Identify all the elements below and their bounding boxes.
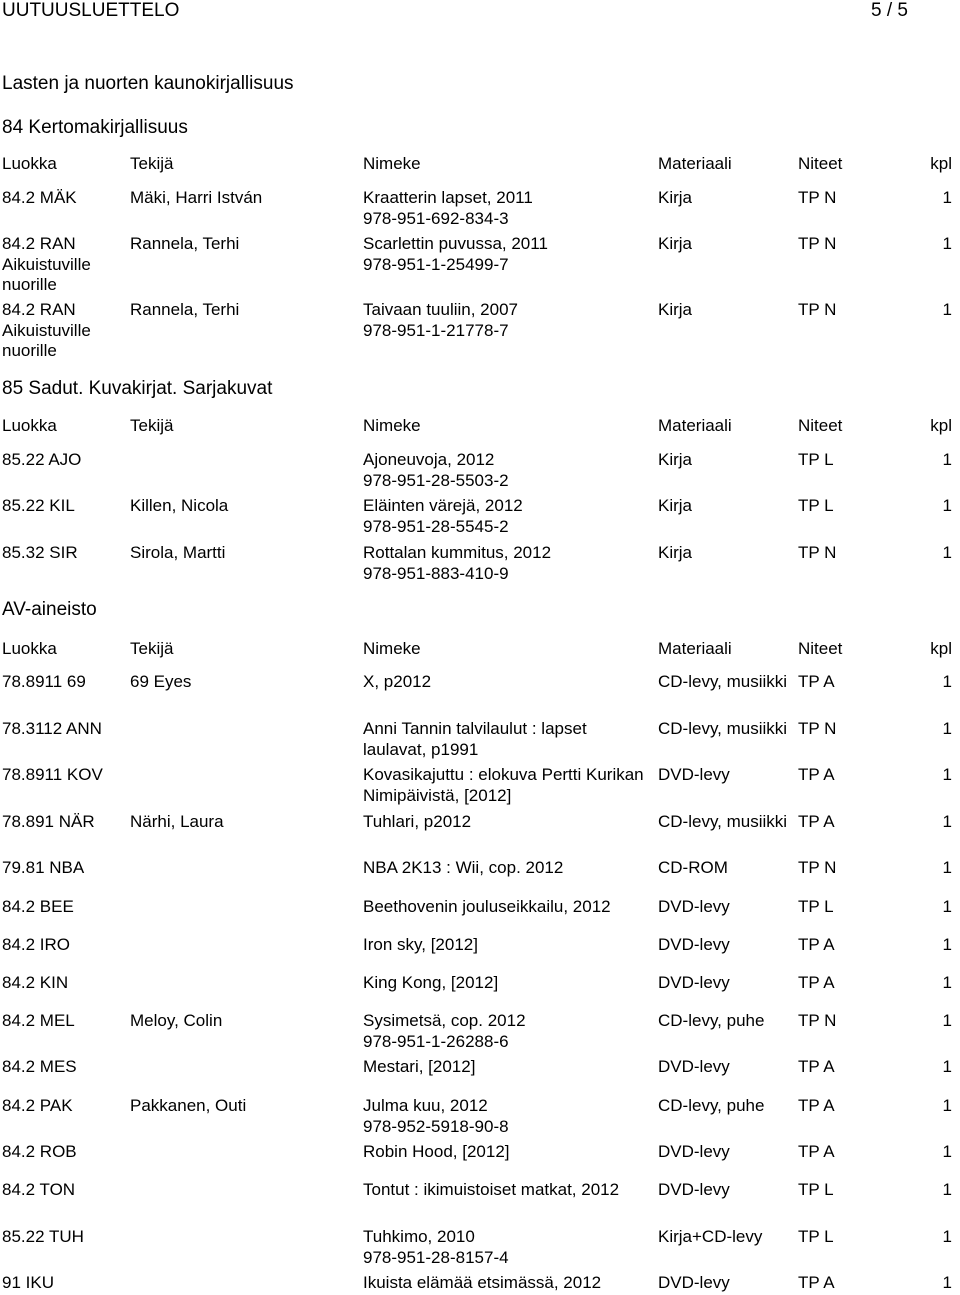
column-header-class: Luokka (2, 416, 57, 435)
material-cell: DVD-levy (658, 1180, 730, 1199)
author-cell: Rannela, Terhi (130, 300, 240, 319)
item-title: Tuhkimo, 2010 (363, 1227, 475, 1246)
title-cell (363, 543, 653, 584)
material-cell: CD-ROM (658, 858, 728, 877)
material-cell: Kirja+CD-levy (658, 1227, 763, 1246)
item-title: Robin Hood, [2012] (363, 1142, 510, 1161)
count-cell: 1 (942, 719, 952, 738)
column-header-count: kpl (930, 416, 952, 435)
item-title: Kovasikajuttu : elokuva Pertti Kurikan Nimipäivistä, [2012] (363, 765, 644, 805)
class-cell: 84.2 IRO (2, 935, 71, 954)
item-title: Scarlettin puvussa, 2011 (363, 234, 548, 253)
item-isbn: 978-951-1-21778-7 (363, 320, 509, 340)
title-cell (363, 719, 653, 760)
material-cell: DVD-levy (658, 973, 730, 992)
copies-type-cell: TP A (798, 935, 835, 954)
column-header-count: kpl (930, 154, 952, 173)
count-cell: 1 (942, 858, 952, 877)
copies-type-cell: TP A (798, 1273, 835, 1292)
copies-type-cell: TP N (798, 234, 837, 253)
item-title: Iron sky, [2012] (363, 935, 478, 954)
page-number: 5 / 5 (871, 0, 908, 21)
item-title: Julma kuu, 2012 (363, 1096, 488, 1115)
class-cell: 84.2 RAN Aikuistuville nuorille (2, 234, 91, 294)
item-isbn: 978-951-1-26288-6 (363, 1031, 509, 1051)
item-title: Kraatterin lapset, 2011 (363, 188, 533, 207)
item-isbn: 978-951-28-5503-2 (363, 470, 509, 490)
item-isbn: 978-951-883-410-9 (363, 563, 509, 583)
title-cell (363, 765, 653, 806)
count-cell: 1 (942, 672, 952, 691)
material-cell: CD-levy, musiikki (658, 812, 788, 831)
material-cell: CD-levy, puhe (658, 1096, 765, 1115)
item-title: Ajoneuvoja, 2012 (363, 450, 495, 469)
material-cell: Kirja (658, 496, 693, 515)
material-cell: DVD-levy (658, 1057, 730, 1076)
page-title: UUTUUSLUETTELO (2, 0, 180, 21)
title-cell (363, 812, 653, 833)
column-header-author: Tekijä (130, 639, 174, 658)
column-header-title: Nimeke (363, 416, 421, 435)
section-title: AV-aineisto (2, 599, 97, 620)
class-cell: 78.891 NÄR (2, 812, 95, 831)
material-cell: CD-levy, musiikki (658, 672, 788, 691)
class-cell: 84.2 KIN (2, 973, 69, 992)
copies-type-cell: TP A (798, 1057, 835, 1076)
count-cell: 1 (942, 1057, 952, 1076)
material-cell: DVD-levy (658, 935, 730, 954)
copies-type-cell: TP A (798, 1096, 835, 1115)
title-cell (363, 935, 653, 956)
item-isbn: 978-951-28-8157-4 (363, 1247, 509, 1267)
column-header-material: Materiaali (658, 639, 732, 658)
count-cell: 1 (942, 973, 952, 992)
column-header-copies-type: Niteet (798, 416, 843, 435)
column-header-material: Materiaali (658, 416, 732, 435)
material-cell: Kirja (658, 450, 693, 469)
copies-type-cell: TP N (798, 1011, 837, 1030)
title-cell (363, 1057, 653, 1078)
author-cell: Pakkanen, Outi (130, 1096, 247, 1115)
column-header-material: Materiaali (658, 154, 732, 173)
item-isbn: 978-952-5918-90-8 (363, 1116, 509, 1136)
class-cell: 78.8911 KOV (2, 765, 103, 784)
author-cell: Killen, Nicola (130, 496, 229, 515)
author-cell: 69 Eyes (130, 672, 192, 691)
title-cell (363, 1180, 653, 1201)
title-cell (363, 1096, 653, 1137)
count-cell: 1 (942, 1011, 952, 1030)
author-cell: Meloy, Colin (130, 1011, 223, 1030)
count-cell: 1 (942, 1227, 952, 1246)
author-cell: Närhi, Laura (130, 812, 224, 831)
copies-type-cell: TP N (798, 719, 837, 738)
column-header-author: Tekijä (130, 154, 174, 173)
copies-type-cell: TP A (798, 812, 835, 831)
material-cell: Kirja (658, 300, 693, 319)
material-cell: CD-levy, puhe (658, 1011, 765, 1030)
class-cell: 84.2 TON (2, 1180, 76, 1199)
item-title: Beethovenin jouluseikkailu, 2012 (363, 897, 611, 916)
class-cell: 84.2 RAN Aikuistuville nuorille (2, 300, 91, 360)
column-header-class: Luokka (2, 154, 57, 173)
item-title: NBA 2K13 : Wii, cop. 2012 (363, 858, 564, 877)
count-cell: 1 (942, 234, 952, 253)
column-header-copies-type: Niteet (798, 154, 843, 173)
title-cell (363, 897, 653, 918)
author-cell: Mäki, Harri István (130, 188, 263, 207)
column-header-title: Nimeke (363, 639, 421, 658)
material-cell: DVD-levy (658, 897, 730, 916)
class-cell: 78.3112 ANN (2, 719, 102, 738)
class-cell: 84.2 PAK (2, 1096, 73, 1115)
class-cell: 85.22 KIL (2, 496, 75, 515)
item-title: Mestari, [2012] (363, 1057, 476, 1076)
class-cell: 85.22 AJO (2, 450, 82, 469)
item-title: King Kong, [2012] (363, 973, 499, 992)
class-cell: 84.2 MES (2, 1057, 77, 1076)
copies-type-cell: TP L (798, 1180, 834, 1199)
material-cell: CD-levy, musiikki (658, 719, 788, 738)
title-cell (363, 188, 653, 229)
column-header-class: Luokka (2, 639, 57, 658)
title-cell (363, 973, 653, 994)
item-title: Anni Tannin talvilaulut : lapset laulavat, p1991 (363, 719, 587, 759)
class-cell: 85.32 SIR (2, 543, 78, 562)
item-title: Tontut : ikimuistoiset matkat, 2012 (363, 1180, 620, 1199)
copies-type-cell: TP N (798, 188, 837, 207)
count-cell: 1 (942, 1273, 952, 1292)
title-cell (363, 672, 653, 693)
title-cell (363, 1227, 653, 1268)
class-cell: 84.2 MÄK (2, 188, 77, 207)
title-cell (363, 450, 653, 491)
column-header-title: Nimeke (363, 154, 421, 173)
copies-type-cell: TP A (798, 672, 835, 691)
item-title: Tuhlari, p2012 (363, 812, 472, 831)
title-cell (363, 1142, 653, 1163)
class-cell: 79.81 NBA (2, 858, 85, 877)
count-cell: 1 (942, 1180, 952, 1199)
item-title: Eläinten värejä, 2012 (363, 496, 523, 515)
item-isbn: 978-951-28-5545-2 (363, 516, 509, 536)
count-cell: 1 (942, 188, 952, 207)
copies-type-cell: TP N (798, 300, 837, 319)
count-cell: 1 (942, 543, 952, 562)
copies-type-cell: TP A (798, 973, 835, 992)
item-title: Taivaan tuuliin, 2007 (363, 300, 519, 319)
item-title: Sysimetsä, cop. 2012 (363, 1011, 526, 1030)
column-header-count: kpl (930, 639, 952, 658)
title-cell (363, 300, 653, 341)
copies-type-cell: TP A (798, 1142, 835, 1161)
material-cell: DVD-levy (658, 1273, 730, 1292)
material-cell: DVD-levy (658, 765, 730, 784)
material-cell: Kirja (658, 188, 693, 207)
class-cell: 84.2 BEE (2, 897, 74, 916)
material-cell: Kirja (658, 543, 693, 562)
page-header (0, 0, 960, 21)
title-cell (363, 1273, 653, 1294)
class-cell: 78.8911 69 (2, 672, 86, 691)
item-title: Rottalan kummitus, 2012 (363, 543, 552, 562)
item-isbn: 978-951-1-25499-7 (363, 254, 509, 274)
author-cell: Sirola, Martti (130, 543, 226, 562)
count-cell: 1 (942, 765, 952, 784)
copies-type-cell: TP N (798, 543, 837, 562)
item-title: X, p2012 (363, 672, 432, 691)
section-title: 85 Sadut. Kuvakirjat. Sarjakuvat (2, 378, 273, 399)
copies-type-cell: TP N (798, 858, 837, 877)
class-cell: 91 IKU (2, 1273, 54, 1292)
title-cell (363, 234, 653, 275)
author-cell: Rannela, Terhi (130, 234, 240, 253)
count-cell: 1 (942, 1096, 952, 1115)
class-cell: 85.22 TUH (2, 1227, 84, 1246)
count-cell: 1 (942, 935, 952, 954)
column-header-author: Tekijä (130, 416, 174, 435)
section-title: 84 Kertomakirjallisuus (2, 117, 188, 138)
main-title: Lasten ja nuorten kaunokirjallisuus (2, 73, 294, 94)
count-cell: 1 (942, 1142, 952, 1161)
material-cell: DVD-levy (658, 1142, 730, 1161)
title-cell (363, 496, 653, 537)
copies-type-cell: TP L (798, 496, 834, 515)
copies-type-cell: TP A (798, 765, 835, 784)
column-header-copies-type: Niteet (798, 639, 843, 658)
class-cell: 84.2 ROB (2, 1142, 77, 1161)
material-cell: Kirja (658, 234, 693, 253)
count-cell: 1 (942, 450, 952, 469)
count-cell: 1 (942, 812, 952, 831)
count-cell: 1 (942, 496, 952, 515)
count-cell: 1 (942, 897, 952, 916)
title-cell (363, 1011, 653, 1052)
class-cell: 84.2 MEL (2, 1011, 75, 1030)
item-title: Ikuista elämää etsimässä, 2012 (363, 1273, 602, 1292)
item-isbn: 978-951-692-834-3 (363, 208, 509, 228)
copies-type-cell: TP L (798, 897, 834, 916)
title-cell (363, 858, 653, 879)
copies-type-cell: TP L (798, 450, 834, 469)
copies-type-cell: TP L (798, 1227, 834, 1246)
count-cell: 1 (942, 300, 952, 319)
